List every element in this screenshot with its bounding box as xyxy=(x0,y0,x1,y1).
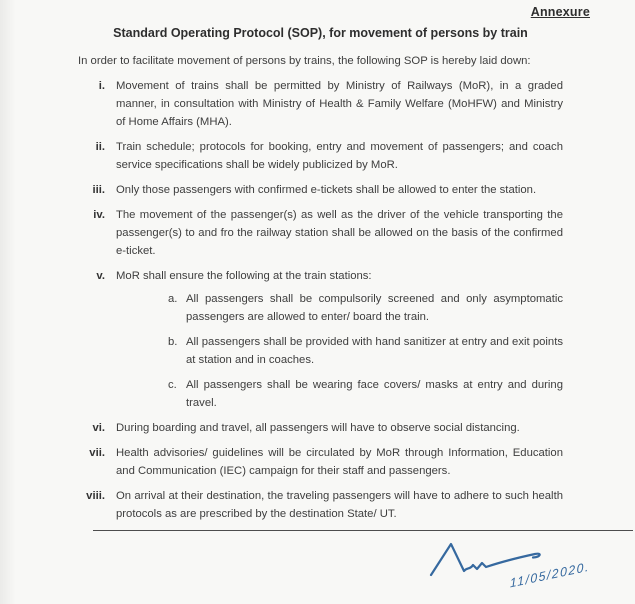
item-marker: vii. xyxy=(89,447,105,459)
signature-date: 11/05/2020. xyxy=(509,559,590,591)
list-item xyxy=(78,487,563,523)
subitem-marker: a. xyxy=(168,293,178,305)
list-item xyxy=(78,267,563,412)
list-item xyxy=(78,181,563,199)
subitem-text: All passengers shall be wearing face covers/ masks at entry and during travel. xyxy=(186,379,563,409)
list-item xyxy=(78,77,563,131)
sop-list xyxy=(78,77,563,523)
subitem-text: All passengers shall be provided with hand sanitizer at entry and exit points at station and in coaches. xyxy=(186,336,563,366)
item-marker: vi. xyxy=(92,422,105,434)
list-item xyxy=(78,444,563,480)
annexure-label: Annexure xyxy=(530,5,590,19)
item-marker: v. xyxy=(96,270,105,282)
subitem-marker: c. xyxy=(168,379,177,391)
item-text: MoR shall ensure the following at the train stations: xyxy=(116,270,372,282)
item-marker: viii. xyxy=(86,490,105,502)
item-text: Only those passengers with confirmed e-tickets shall be allowed to enter the station. xyxy=(116,184,537,196)
list-item xyxy=(78,138,563,174)
document-title: Standard Operating Protocol (SOP), for movement of persons by train xyxy=(113,26,528,40)
item-text: During boarding and travel, all passengers will have to observe social distancing. xyxy=(116,422,520,434)
item-marker: i. xyxy=(98,80,105,92)
intro-paragraph: In order to facilitate movement of persons by trains, the following SOP is hereby laid down: xyxy=(78,55,531,67)
item-text: The movement of the passenger(s) as well as the driver of the vehicle transporting the passenger(s) to and fro the railway station shall be allowed on the basis of the confirmed e-ticket. xyxy=(116,209,563,257)
sublist-item xyxy=(168,290,563,326)
bottom-rule xyxy=(93,530,633,531)
list-item xyxy=(78,206,563,260)
item-marker: iv. xyxy=(93,209,105,221)
list-item xyxy=(78,419,563,437)
item-marker: iii. xyxy=(92,184,105,196)
subitem-marker: b. xyxy=(168,336,178,348)
document-body xyxy=(78,24,563,531)
item-marker: ii. xyxy=(95,141,105,153)
sublist-item xyxy=(168,376,563,412)
signature-block xyxy=(423,536,603,600)
subitem-text: All passengers shall be compulsorily screened and only asymptomatic passengers are allowed to enter/ board the train. xyxy=(186,293,563,323)
item-text: Train schedule; protocols for booking, entry and movement of passengers; and coach service specifications shall be widely publicized by MoR. xyxy=(116,141,563,171)
item-text: On arrival at their destination, the traveling passengers will have to adhere to such health protocols as are prescribed by the destination State/ UT. xyxy=(116,490,563,520)
sop-sublist xyxy=(168,290,563,412)
item-text: Health advisories/ guidelines will be circulated by MoR through Information, Education and Communication (IEC) campaign for their staff and passengers. xyxy=(116,447,563,477)
sublist-item xyxy=(168,333,563,369)
item-text: Movement of trains shall be permitted by Ministry of Railways (MoR), in a graded manner, in consultation with Ministry of Health & Family Welfare (MoHFW) and Ministry of Home Affairs (MHA). xyxy=(116,80,563,128)
